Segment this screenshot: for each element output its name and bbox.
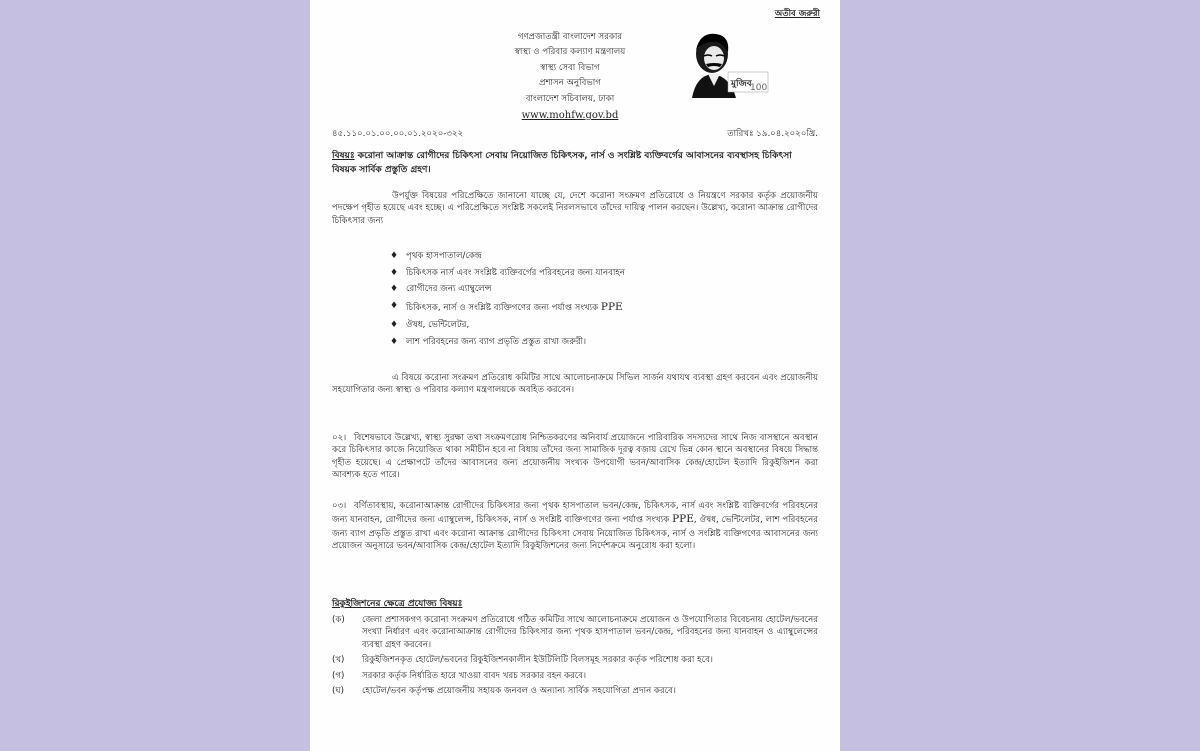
list-item-text: রোগীদের জন্য এ্যাম্বুলেন্স [406, 284, 492, 295]
paragraph-3 [332, 432, 818, 482]
urgent-label: অতীব জরুরী [774, 9, 820, 19]
item-key: (খ) [332, 655, 345, 666]
bullet-icon: ♦ [390, 320, 399, 331]
list-item [390, 300, 810, 315]
subject-label: বিষয়ঃ [332, 151, 355, 161]
header-line: গণপ্রজাতন্ত্রী বাংলাদেশ সরকার [517, 32, 623, 42]
requisition-section-title: রিকুইজিশনের ক্ষেত্রে প্রযোজ্য বিষয়ঃ [332, 599, 463, 609]
memo-number: ৪৫.১১০.০১.০০.০০.০১.২০২০-৩২২ [332, 129, 464, 139]
logo-text: মুজিব [731, 79, 752, 89]
paragraph-4-text-a: বর্ণিতাবস্থায়, করোনাআক্রান্ত রোগীদের চিকিৎসার জন্য পৃথক হাসপাতাল ভবন/কেন্দ্র, চিকিৎসক, নার্স এবং সংশ্লিষ্ট ব্যক্তিবর্গের পরিবহনের জন্য যানবাহন, রোগীদের জন্য এ্যাম্বুলেন্স, চিকিৎসক, নার্স ও সংশ্লিষ্ট ব্যক্তিগণের জন্য পর্যাপ্ত সংখ্যক [332, 501, 818, 526]
list-item [332, 670, 818, 682]
list-item-text: চিকিৎসক নার্স এবং সংশ্লিষ্ট ব্যক্তিবর্গের পরিবহনের জন্য যানবাহন [406, 267, 625, 278]
ppe-label: PPE [672, 513, 694, 526]
list-item [332, 685, 818, 697]
intro-paragraph: উপর্যুক্ত বিষয়ের পরিপ্রেক্ষিতে জানানো যাচ্ছে যে, দেশে করোনা সংক্রমণ প্রতিরোধে ও নিয়ন্ত্রণে সরকার কর্তৃক প্রয়োজনীয় পদক্ষেপ গৃহীত হয়েছে এবং হচ্ছে। এ পরিপ্রেক্ষিতে সংশ্লিষ্ট সকলেই নিরলসভাবে তাঁদের দায়িত্ব পালন করছেন। উল্লেখ্য, করোনা আক্রান্ত রোগীদের চিকিৎসার জন্য [332, 191, 818, 226]
list-item-text: পৃথক হাসপাতাল/কেন্দ্র [406, 251, 482, 261]
item-key: (ঘ) [332, 686, 345, 697]
bullet-icon: ♦ [390, 251, 399, 261]
memo-date: তারিখঃ ১৯.০৪.২০২০খ্রি. [727, 129, 818, 139]
list-item-text: লাশ পরিবহনের জন্য ব্যাগ প্রভৃতি প্রস্তুত রাখা জরুরী। [406, 336, 587, 347]
paragraph-2: এ বিষয়ে করোনা সংক্রমণ প্রতিরোধ কমিটির সাথে আলোচনাক্রমে সিভিল সার্জন যথাযথ ব্যবস্থা গ্রহণ করবেন এবং প্রয়োজনীয় সহযোগিতার জন্য স্বাস্থ্য ও পরিবার কল্যাণ মন্ত্রণালয়কে অবহিত করবেন। [332, 373, 818, 396]
header-line: প্রশাসন অনুবিভাগ [539, 78, 601, 89]
bullet-icon: ♦ [390, 267, 399, 278]
list-item [390, 267, 810, 279]
subject-text: করোনা আক্রান্ত রোগীদের চিকিৎসা সেবায় নিয়োজিত চিকিৎসক, নার্স ও সংশ্লিষ্ট ব্যক্তিবর্গের আবাসনের ব্যবস্থাসহ চিকিৎসা বিষয়ক সার্বিক প্রস্তুতি গ্রহণ। [332, 151, 792, 175]
item-text: জেলা প্রশাসকগণ করোনা সংক্রমণ প্রতিরোধে গঠিত কমিটির সাথে আলোচনাক্রমে প্রয়োজন ও উপযোগিতার বিবেচনায় হোটেল/ভবনের সংখ্যা নির্ধারণ এবং করোনাআক্রান্ত রোগীদের চিকিৎসার জন্য পৃথক হাসপাতাল ভবন/কেন্দ্র, পরিবহনের জন্য যানবাহন ও এ্যাম্বুলেন্সের ব্যবস্থা গ্রহণ করবেন। [362, 615, 818, 650]
paragraph-number: ০২। [332, 433, 347, 443]
document-page [310, 0, 840, 751]
mujib-100-logo [682, 28, 772, 98]
ppe-label: PPE [600, 300, 623, 313]
header-line: স্বাস্থ্য ও পরিবার কল্যাণ মন্ত্রণালয় [514, 47, 626, 58]
paragraph-3-text: বিশেষভাবে উল্লেখ্য, স্বাস্থ্য সুরক্ষা তথা সংক্রমণরোধ নিশ্চিতকরণের অনিবার্য প্রয়োজনে পারিবারিক সদস্যদের সাথে নিজ বাসস্থানে অবস্থান করে চিকিৎসার কাজে নিয়োজিত থাকা সমীচীন হবে না বিধায় তাঁদের জন্য সামাজিক দূরত্ব বজায় রেখে ভিন্ন কোন স্থানে অবস্থানের বিষয়ে সিদ্ধান্ত গৃহীত হয়েছে। এ প্রেক্ষাপটে তাঁদের আবাসনের জন্য প্রয়োজনীয় সংখ্যক উপযোগী ভবন/আবাসিক কেন্দ্র/হোটেল ইত্যাদি রিকুইজিশন করা আবশ্যক হতে পারে। [332, 433, 818, 481]
item-text: রিকুইজিশনকৃত হোটেল/ভবনের রিকুইজিশনকালীন ইউটিলিটি বিলসমূহ সরকার কর্তৃক পরিশোধ করা হবে। [362, 655, 713, 666]
logo-number: 100 [750, 83, 768, 93]
list-item [390, 250, 810, 262]
item-key: (গ) [332, 670, 345, 681]
item-text: হোটেল/ভবন কর্তৃপক্ষ প্রয়োজনীয় সহায়ক জনবল ও অন্যান্য সার্বিক সহযোগিতা প্রদান করবে। [362, 686, 676, 697]
item-key: (ক) [332, 615, 345, 625]
paragraph-4 [332, 500, 818, 553]
list-item-text: চিকিৎসক, নার্স ও সংশ্লিষ্ট ব্যক্তিগণের জন্য পর্যাপ্ত সংখ্যক [406, 302, 599, 313]
list-item [332, 654, 818, 666]
memo-row [332, 128, 818, 140]
list-item [332, 614, 818, 651]
website-link[interactable]: www.mohfw.gov.bd [521, 110, 619, 122]
paragraph-4-text-b: , ঔষধ, ভেন্টিলেটর, লাশ পরিবহনের জন্য ব্যাগ প্রভৃতি প্রস্তুত রাখা এবং করোনা আক্রান্ত রোগীদের চিকিৎসা সেবায় নিয়োজিত চিকিৎসক, নার্স ও সংশ্লিষ্ট ব্যক্তিগণের আবাসনের জন্য প্রয়োজন অনুসারে ভবন/আবাসিক কেন্দ্র/হোটেল ইত্যাদি রিকুইজিশনের জন্য নির্দেশক্রমে অনুরোধ করা হলো। [332, 515, 818, 552]
bullet-list [390, 250, 810, 353]
bullet-icon: ♦ [390, 300, 399, 311]
subject-line [332, 150, 818, 177]
item-text: সরকার কর্তৃক নির্ধারিত হারে খাওয়া বাবদ খরচ সরকার বহন করবে। [362, 670, 587, 681]
header-line: স্বাস্থ্য সেবা বিভাগ [540, 62, 600, 73]
header-line: বাংলাদেশ সচিবালয়, ঢাকা [525, 93, 615, 104]
list-item [390, 319, 810, 331]
list-item [390, 283, 810, 295]
requirements-list [332, 614, 818, 701]
list-item [390, 336, 810, 348]
letterhead [460, 30, 680, 125]
bullet-icon: ♦ [390, 284, 399, 295]
paragraph-number: ০৩। [332, 501, 347, 511]
bullet-icon: ♦ [390, 336, 399, 347]
list-item-text: ঔষধ, ভেন্টিলেটর, [406, 320, 470, 331]
